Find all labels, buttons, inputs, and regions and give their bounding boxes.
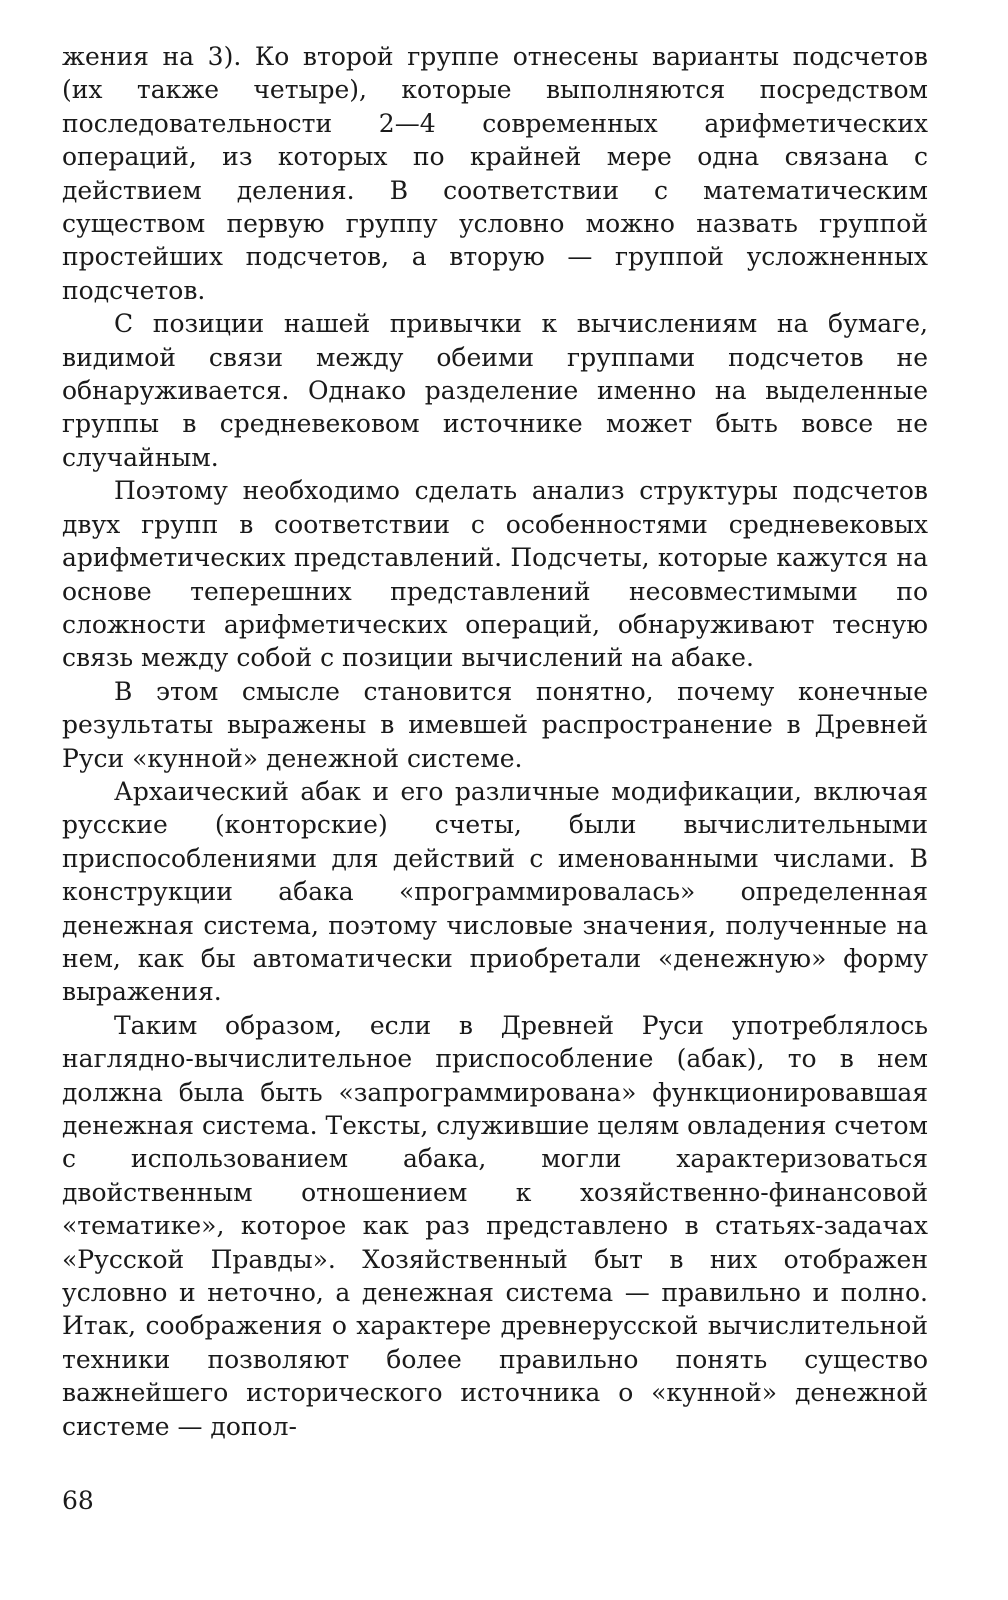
paragraph-3: Поэтому необходимо сделать анализ структуры подсчетов двух групп в соответствии с особенностями средневековых арифметических представлений. Подсчеты, которые кажутся на основе теперешних представлений несовместимыми по сложности арифметических операций, обнаруживают тесную связь между собой с позиции вычислений на абаке. xyxy=(62,476,928,673)
paragraph-4: В этом смысле становится понятно, почему конечные результаты выражены в имевшей распространение в Древней Руси «кунной» денежной системе. xyxy=(62,676,928,773)
paragraph-5: Архаический абак и его различные модификации, включая русские (конторские) счеты, были вычислительными приспособлениями для действий с именованными числами. В конструкции абака «программировалась» определенная денежная система, поэтому числовые значения, полученные на нем, как бы автоматически приобретали «денежную» форму выражения. xyxy=(62,776,928,1007)
paragraph-1: жения на 3). Ко второй группе отнесены варианты подсчетов (их также четыре), которые выполняются посредством последовательности 2—4 современных арифметических операций, из которых по крайней мере одна связана с действием деления. В соответствии с математическим существом первую группу условно можно назвать группой простейших подсчетов, а вторую — группой усложненных подсчетов. xyxy=(62,42,928,305)
paragraph-2: С позиции нашей привычки к вычислениям на бумаге, видимой связи между обеими группами подсчетов не обнаруживается. Однако разделение именно на выделенные группы в средневековом источнике может быть вовсе не случайным. xyxy=(62,309,928,472)
page-number: 68 xyxy=(62,1486,94,1515)
paragraph-6: Таким образом, если в Древней Руси употреблялось наглядно-вычислительное приспособление (абак), то в нем должна была быть «запрограммирована» функционировавшая денежная система. Тексты, служившие целям овладения счетом с использованием абака, могли характеризоваться двойственным отношением к хозяйственно-финансовой «тематике», которое как раз представлено в статьях-задачах «Русской Правды». Хозяйственный быт в них отображен условно и неточно, а денежная система — правильно и полно. Итак, соображения о характере древнерусской вычислительной техники позволяют более правильно понять существо важнейшего исторического источника о «кунной» денежной системе — допол- xyxy=(62,1010,928,1441)
page-body xyxy=(62,40,928,1443)
